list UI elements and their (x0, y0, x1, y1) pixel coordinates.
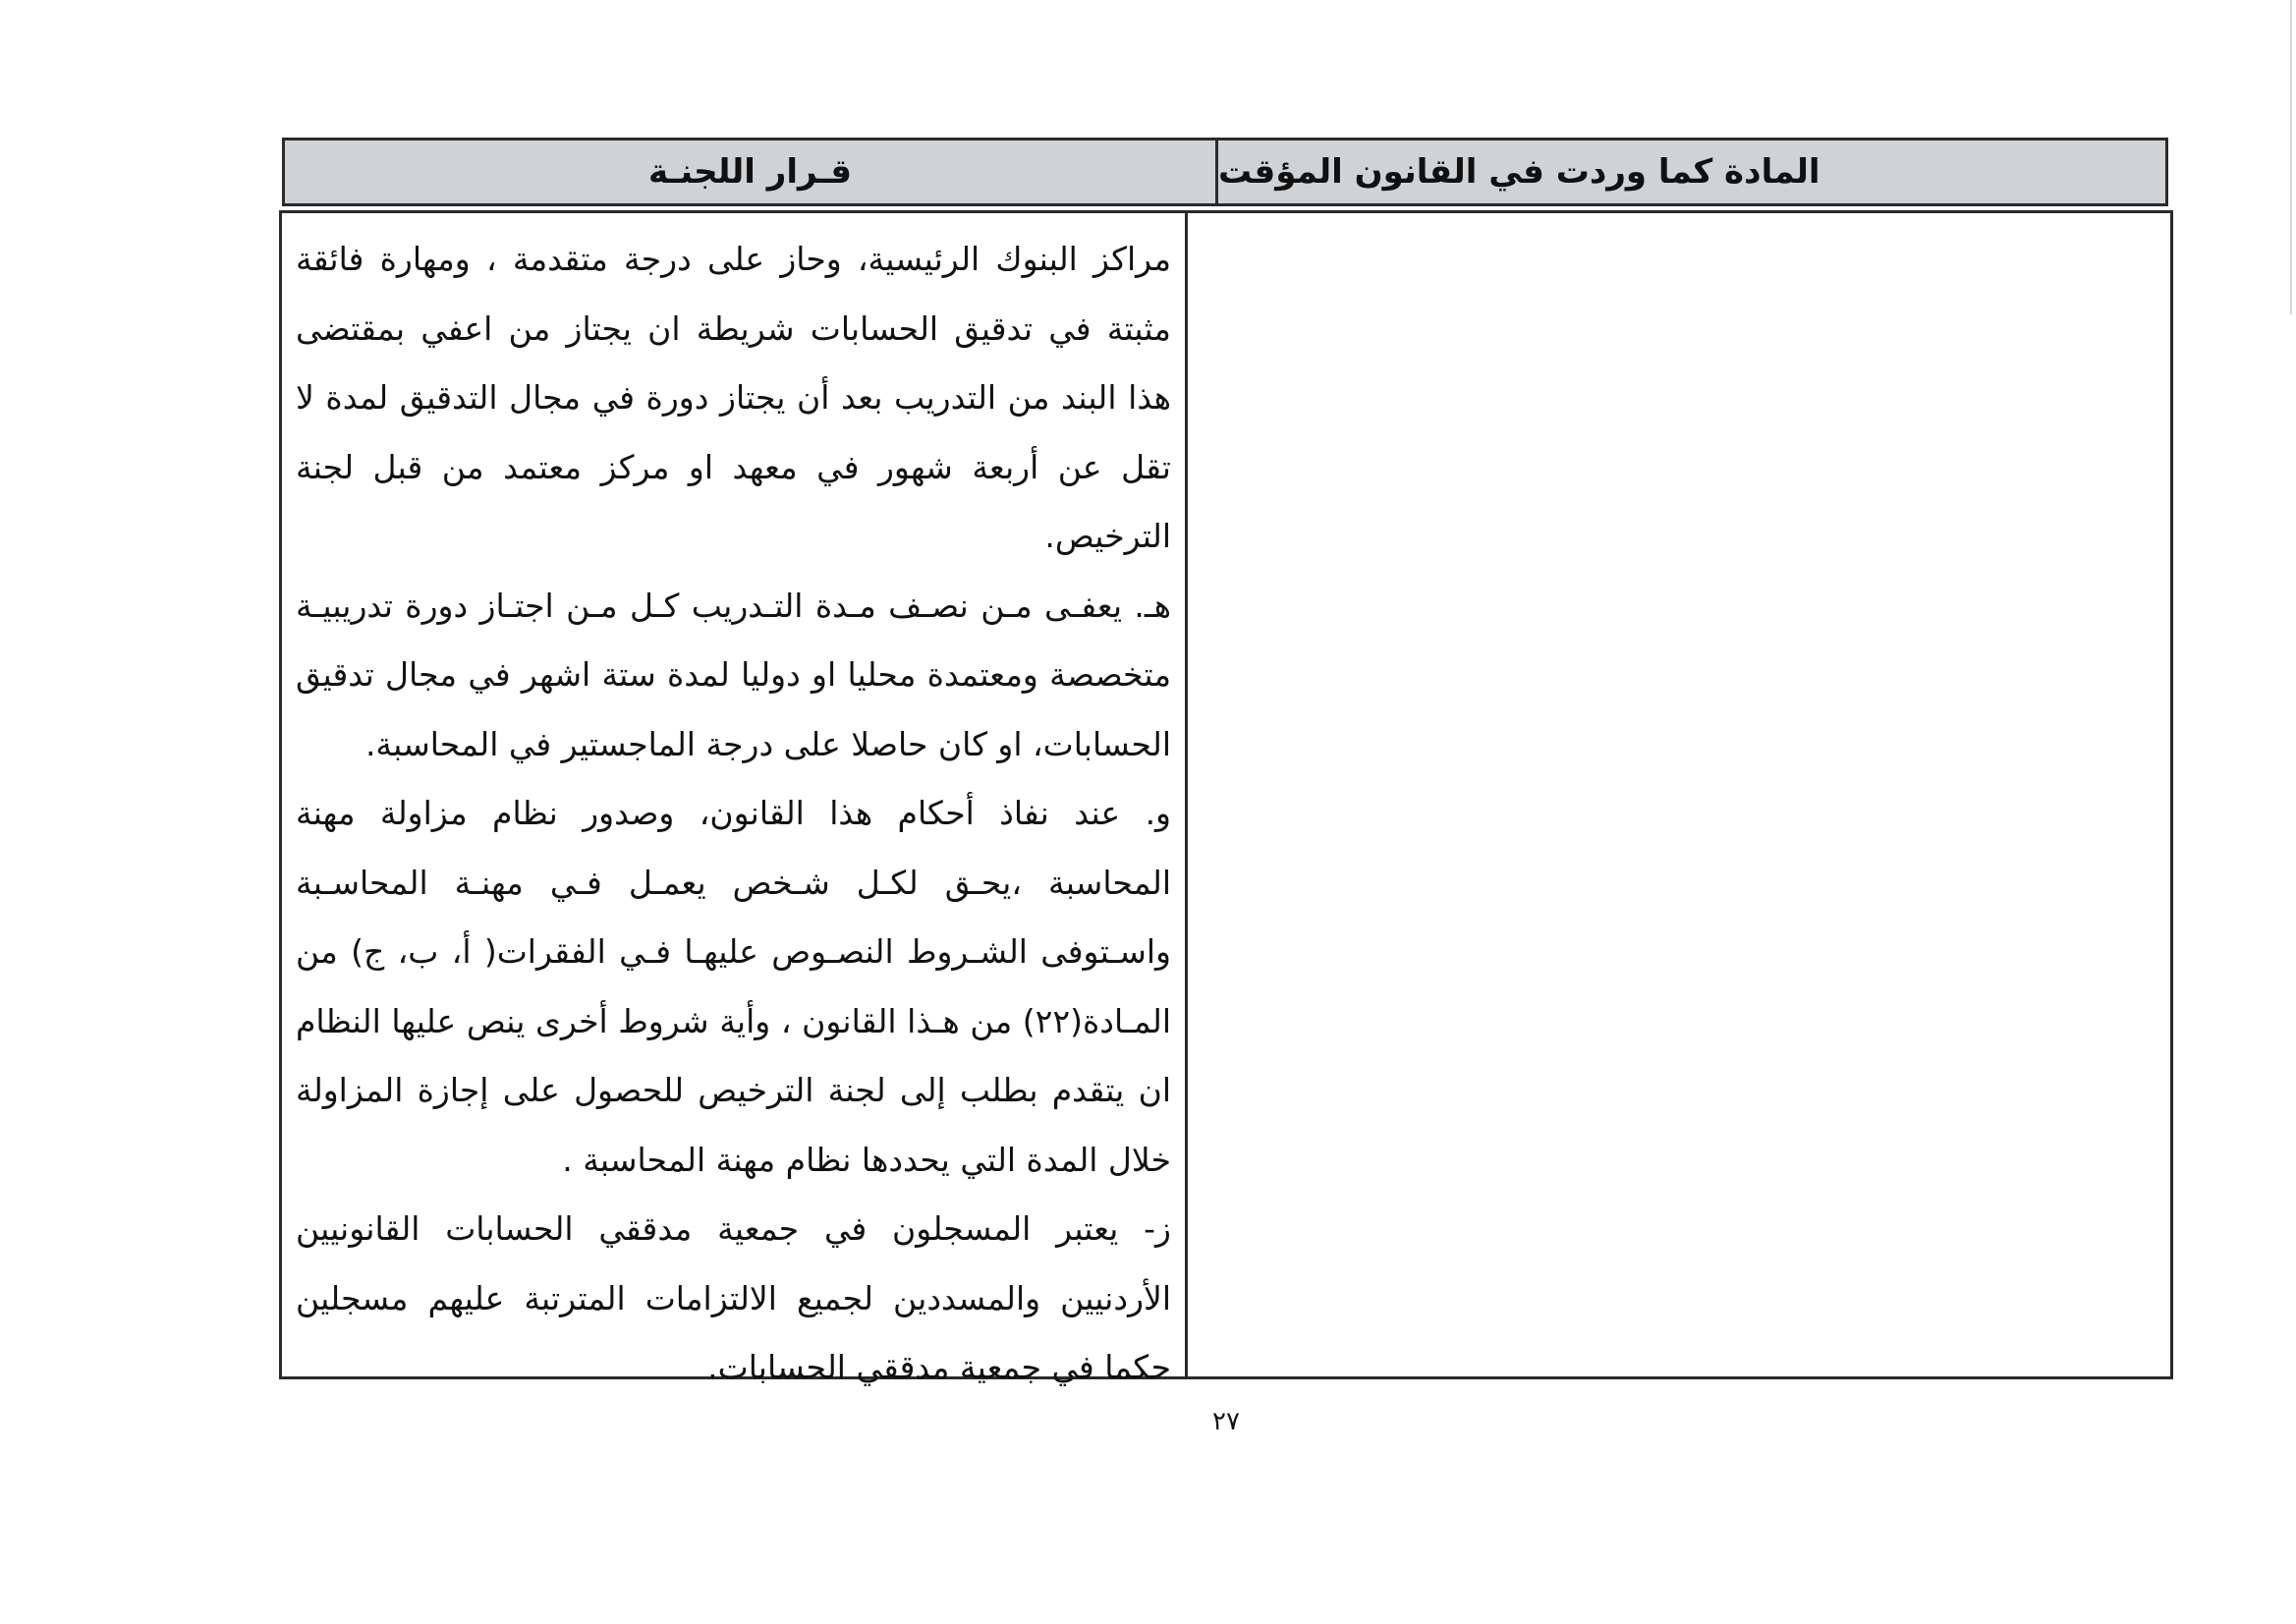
table-header-row (282, 138, 2168, 206)
header-committee-decision: قـرار اللجنـة (285, 140, 1218, 203)
scan-edge-mark (2290, 0, 2292, 314)
header-article-provisional-law: المادة كما وردت في القانون المؤقت (1218, 152, 1820, 192)
paragraph-h: هـ. يعفـى مـن نصـف مـدة التـدريب كـل مـن اجتـاز دورة تدريبيـة متخصصة ومعتمدة محليا او دوليا لمدة ستة اشهر في مجال تدقيق الحسابات، او كان حاصلا على درجة الماجستير في المحاسبة. (296, 586, 1171, 763)
paragraph-w: و. عند نفاذ أحكام هذا القانون، وصدور نظام مزاولة مهنة المحاسبة ،يحـق لكـل شـخص يعمـل فـي مهنـة المحاسـبة واسـتوفى الشـروط النصـوص عليهـا فـي الفقرات( أ، ب، ج) من المـادة(٢٢) من هـذا القانون ، وأية شروط أخرى ينص عليها النظام ان يتقدم بطلب إلى لجنة الترخيص للحصول على إجازة المزاولة خلال المدة التي يحددها نظام مهنة المحاسبة . (296, 794, 1171, 1179)
table-body-row (279, 210, 2173, 1386)
paragraph-z: ز- يعتبر المسجلون في جمعية مدققي الحسابات القانونيين الأردنيين والمسددين لجميع الالتزامات المترتبة عليهم مسجلين حكما في جمعية مدققي الحسابات. (296, 1209, 1171, 1386)
provisional-law-cell (1188, 213, 2170, 1376)
page-number: ٢٧ (1212, 1407, 1240, 1436)
paragraph-1: مراكز البنوك الرئيسية، وحاز على درجة متقدمة ، ومهارة فائقة مثبتة في تدقيق الحسابات شريطة ان يجتاز من اعفي بمقتضى هذا البند من التدريب بعد أن يجتاز دورة في مجال التدقيق لمدة لا تقل عن أربعة شهور في معهد او مركز معتمد من قبل لجنة الترخيص. (296, 240, 1171, 555)
committee-decision-cell (282, 213, 1188, 1386)
